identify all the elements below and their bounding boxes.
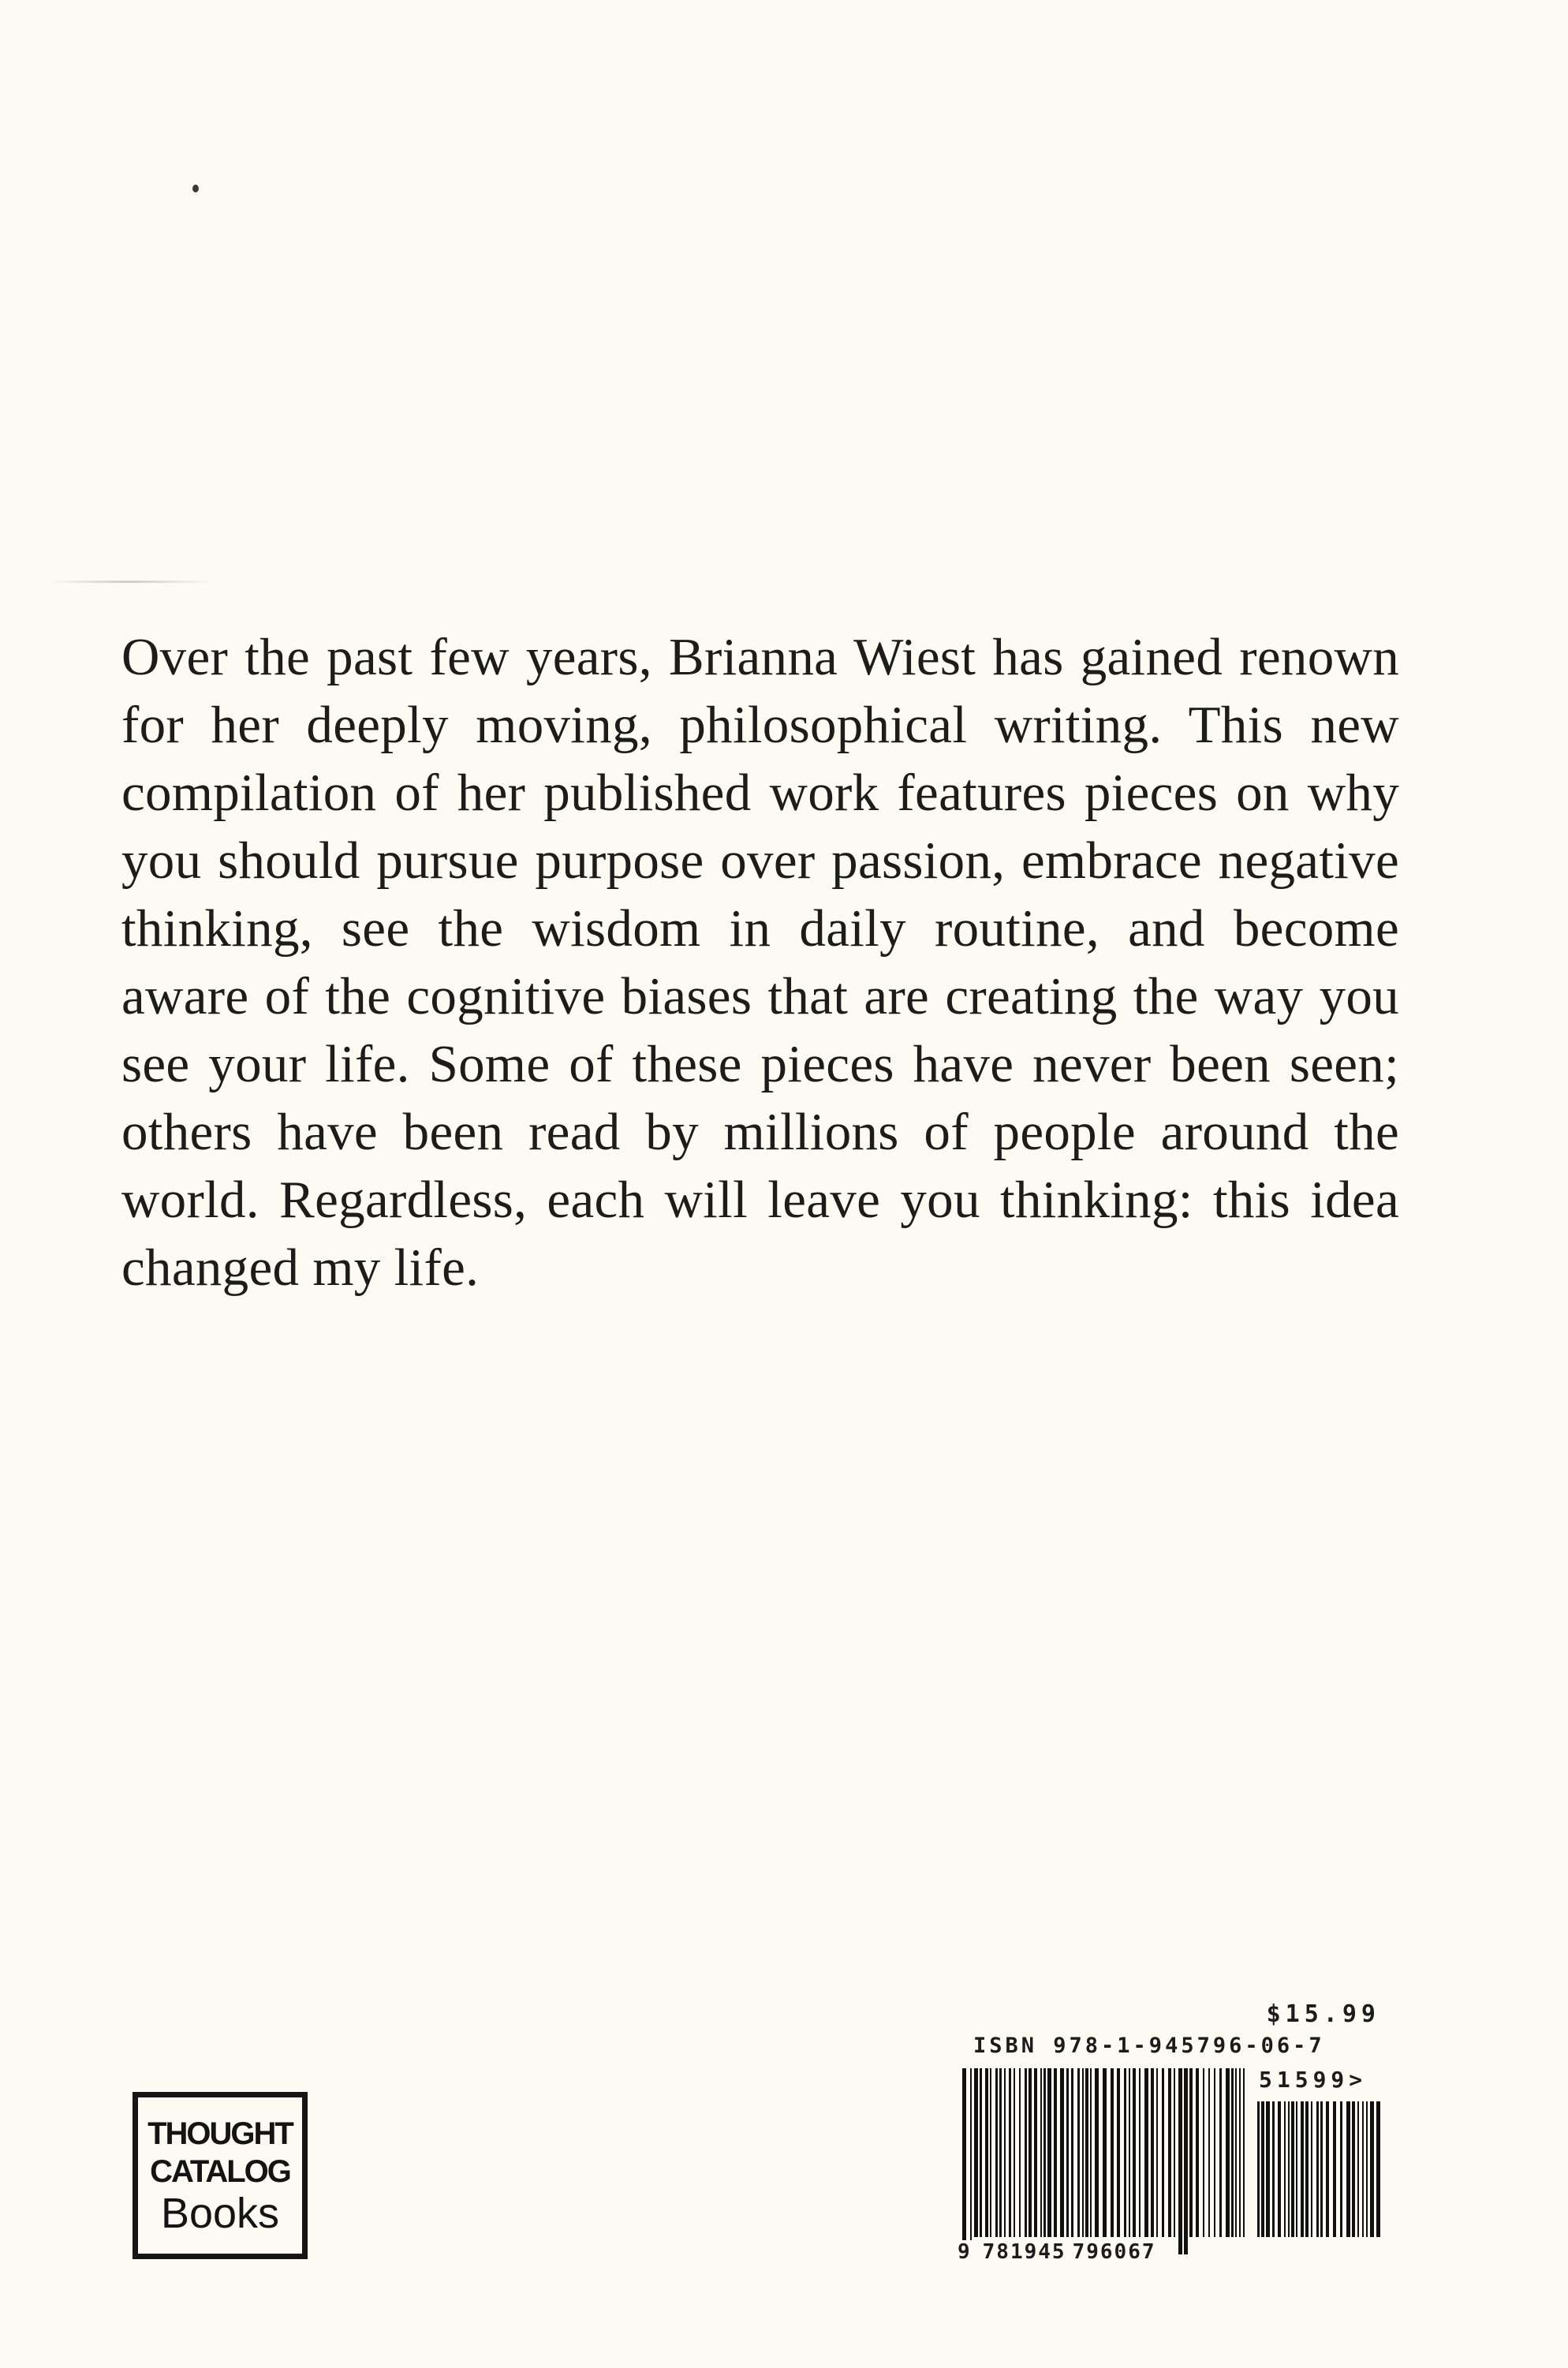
- barcode-bar: [1370, 2101, 1374, 2237]
- barcode-bar: [1077, 2068, 1080, 2237]
- barcode-bar: [1054, 2068, 1057, 2237]
- barcode-digits: [958, 2240, 1156, 2264]
- ean-barcode: [959, 2068, 1248, 2254]
- barcode-digit-group-left: 781945: [982, 2240, 1066, 2264]
- addon-code: 51599>: [1259, 2067, 1368, 2093]
- barcode-bar: [962, 2068, 966, 2254]
- barcode-bar: [1316, 2101, 1319, 2237]
- barcode-bar: [980, 2068, 982, 2237]
- barcode-bar: [1284, 2101, 1286, 2237]
- barcode-bar: [1095, 2068, 1099, 2237]
- barcode-bar: [1085, 2068, 1088, 2237]
- paper-scuff: [47, 581, 213, 583]
- barcode-bar: [1243, 2068, 1245, 2237]
- barcode-bar: [1019, 2068, 1021, 2237]
- barcode-bar: [1189, 2068, 1193, 2237]
- barcode-bar: [1235, 2068, 1237, 2237]
- barcode-bar: [1219, 2068, 1222, 2237]
- barcode-bar: [1311, 2101, 1312, 2237]
- barcode-bar: [1301, 2101, 1304, 2237]
- barcode-bar: [1040, 2068, 1042, 2237]
- barcode-bar: [1333, 2101, 1336, 2237]
- barcode-bar: [1272, 2101, 1275, 2237]
- barcode-bar: [1025, 2068, 1027, 2237]
- barcode-bar: [1357, 2101, 1359, 2237]
- barcode-digit-group-right: 796067: [1072, 2240, 1156, 2264]
- barcode-bar: [1004, 2068, 1006, 2237]
- barcode-bar: [1288, 2101, 1290, 2237]
- barcode-bar: [970, 2068, 972, 2254]
- barcode-bar: [1261, 2101, 1264, 2237]
- barcode-bar: [1352, 2101, 1355, 2237]
- barcode-bar: [1129, 2068, 1130, 2237]
- barcode-bar: [1043, 2068, 1046, 2237]
- barcode-bar: [1111, 2068, 1114, 2237]
- addon-barcode: [1254, 2101, 1383, 2254]
- barcode-bar: [990, 2068, 991, 2237]
- barcode-bar: [1320, 2101, 1323, 2237]
- barcode-bar: [1029, 2068, 1032, 2237]
- barcode-bar: [1117, 2068, 1120, 2237]
- barcode-bar: [1346, 2101, 1350, 2237]
- barcode-bar: [1156, 2068, 1158, 2237]
- logo-line-thought: THOUGHT: [147, 2116, 293, 2151]
- barcode-bar: [1362, 2101, 1364, 2237]
- barcode-bar: [1203, 2068, 1204, 2237]
- barcode-digit-prefix: 9: [958, 2240, 972, 2264]
- barcode-bar: [1291, 2101, 1294, 2237]
- isbn-label: ISBN 978-1-945796-06-7: [973, 2034, 1325, 2058]
- barcode-bar: [1103, 2068, 1107, 2237]
- barcode-bar: [1151, 2068, 1154, 2237]
- barcode-bar: [999, 2068, 1002, 2237]
- barcode-bar: [1208, 2068, 1210, 2237]
- barcode-bar: [1133, 2068, 1136, 2237]
- barcode-bar: [1066, 2068, 1069, 2237]
- publisher-logo: [133, 2092, 308, 2259]
- barcode-bar: [1009, 2068, 1011, 2237]
- barcode-bar: [1305, 2101, 1309, 2237]
- barcode-bar: [1178, 2068, 1182, 2254]
- barcode-bar: [1144, 2068, 1148, 2237]
- barcode-bar: [1239, 2068, 1241, 2237]
- barcode-bar: [1366, 2101, 1368, 2237]
- barcode-bar: [1090, 2068, 1092, 2237]
- barcode-bar: [1296, 2101, 1297, 2237]
- barcode-bar: [1214, 2068, 1215, 2237]
- barcode-bar: [1184, 2068, 1188, 2254]
- paper-speck: [192, 185, 199, 192]
- barcode-bar: [1257, 2101, 1260, 2237]
- logo-line-books: Books: [160, 2190, 280, 2237]
- barcode-bar: [1014, 2068, 1015, 2237]
- barcode-bar: [985, 2068, 988, 2237]
- barcode-bar: [1060, 2068, 1064, 2237]
- barcode-bar: [1174, 2068, 1175, 2237]
- barcode-bar: [1071, 2068, 1073, 2237]
- barcode-bar: [1162, 2068, 1164, 2237]
- barcode-bar: [1278, 2101, 1281, 2237]
- barcode-bar: [1266, 2101, 1270, 2237]
- barcode-bar: [1340, 2101, 1342, 2237]
- barcode-bar: [1168, 2068, 1171, 2237]
- barcode-bar: [1231, 2068, 1234, 2237]
- barcode-bar: [1226, 2068, 1230, 2237]
- barcode-bar: [1124, 2068, 1126, 2237]
- barcode-bar: [1047, 2068, 1051, 2237]
- barcode-bar: [995, 2068, 998, 2237]
- book-description: Over the past few years, Brianna Wiest has gained renown for her deeply moving, philosophical writing. This new compilation of her published work features pieces on why you should pursue purpose over passion, embrace negative thinking, see the wisdom in daily routine, and become aware of the cognitive biases that are creating the way you see your life. Some of these pieces have never been seen; others have been read by millions of people around the world. Regardless, each will leave you thinking: this idea changed my life.: [121, 628, 1399, 1297]
- barcode-bar: [1376, 2101, 1380, 2237]
- barcode-bar: [1139, 2068, 1141, 2237]
- barcode-bar: [1326, 2101, 1329, 2237]
- barcode-bar: [1196, 2068, 1199, 2237]
- barcode-bar: [1082, 2068, 1084, 2237]
- barcode-bar: [1034, 2068, 1037, 2237]
- barcode-bar: [974, 2068, 978, 2237]
- price-label: $15.99: [1266, 2000, 1380, 2028]
- logo-line-catalog: CATALOG: [150, 2154, 290, 2189]
